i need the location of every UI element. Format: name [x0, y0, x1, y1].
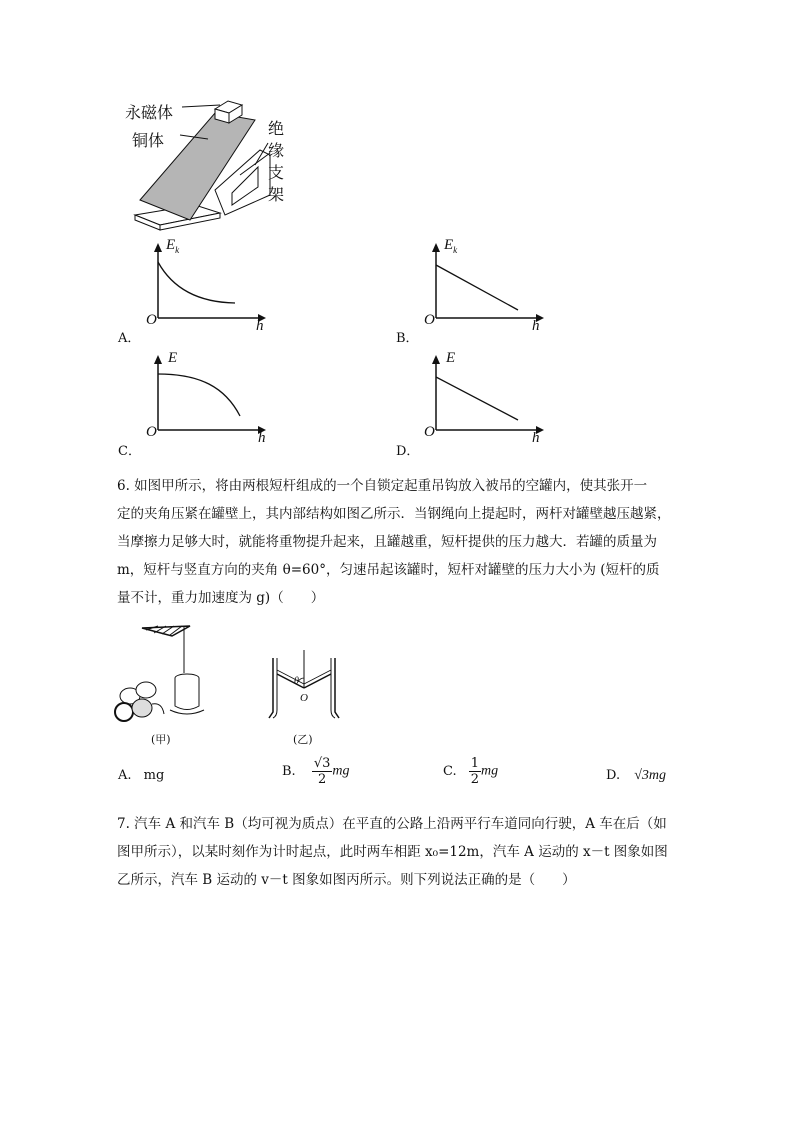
option-d-letter: D． — [396, 444, 420, 459]
q6-option-c-tail: mg — [481, 763, 499, 779]
caption-yi: (乙) — [293, 733, 313, 746]
q6-option-c-fraction — [469, 756, 481, 787]
option-a-letter: A． — [118, 331, 141, 346]
graph-c-y-label: E — [168, 350, 178, 366]
graph-b-y-label: $E_k$ — [444, 237, 458, 255]
q6-option-b-denominator: 2 — [317, 772, 327, 787]
support-label-char: 绝 — [268, 119, 285, 138]
graph-c-x-label: h — [258, 430, 266, 446]
graph-a-x-label: h — [256, 318, 264, 334]
hinge-origin: O — [300, 692, 308, 704]
q6-option-b — [282, 756, 350, 787]
caption-jia: (甲) — [151, 733, 171, 746]
q6-option-c-numerator: 1 — [470, 756, 480, 771]
support-label-char: 缘 — [268, 141, 285, 160]
q6-option-d-value: √3mg — [634, 768, 667, 783]
hook-figure-yi — [265, 650, 345, 722]
theta-symbol: θ — [294, 676, 299, 687]
q6-option-a — [118, 768, 164, 783]
question-6-line: m，短杆与竖直方向的夹角 θ=60°，匀速吊起该罐时，短杆对罐壁的压力大小为 (短杆的质 — [117, 562, 660, 578]
q6-option-c — [443, 756, 498, 787]
question-6-line: 6. 如图甲所示，将由两根短杆组成的一个自锁定起重吊钩放入被吊的空罐内，使其张开一 — [117, 478, 648, 494]
question-6-line: 量不计，重力加速度为 g)（ ） — [117, 590, 325, 606]
graph-d-x-label: h — [532, 430, 540, 446]
graph-b — [418, 240, 548, 335]
question-7-line: 图甲所示），以某时刻作为计时起点，此时两车相距 x₀=12m，汽车 A 运动的 x－t 图象如图 — [117, 844, 668, 860]
q6-option-c-denominator: 2 — [470, 772, 480, 787]
q6-option-b-numerator: √3 — [313, 756, 331, 771]
copper-label: 铜体 — [132, 131, 165, 150]
graph-c-origin: O — [146, 424, 157, 440]
question-7-line: 乙所示，汽车 B 运动的 v－t 图象如图丙所示。则下列说法正确的是（ ） — [117, 872, 576, 888]
question-7-text — [117, 810, 687, 894]
magnet-label: 永磁体 — [125, 103, 174, 122]
graph-d-origin: O — [424, 424, 435, 440]
support-label-char: 架 — [268, 185, 285, 204]
support-label-char: 支 — [268, 163, 285, 182]
graph-a — [140, 240, 270, 335]
graph-d — [418, 352, 548, 447]
q6-option-c-letter: C. — [443, 764, 457, 779]
option-b-letter: B． — [396, 331, 419, 346]
q6-option-a-letter: A. — [118, 768, 132, 783]
question-6-line: 定的夹角压紧在罐壁上，其内部结构如图乙所示．当钢绳向上提起时，两杆对罐壁越压越紧， — [117, 506, 671, 522]
q6-option-d-letter: D. — [606, 768, 621, 783]
q6-option-a-value: mg — [143, 768, 165, 783]
q6-option-b-tail: mg — [332, 763, 350, 779]
support-label — [268, 118, 288, 206]
q6-option-b-letter: B. — [282, 764, 296, 779]
q6-option-d — [606, 768, 666, 784]
question-7-line: 7. 汽车 A 和汽车 B（均可视为质点）在平直的公路上沿两平行车道同向行驶，A 车在后（如 — [117, 816, 667, 832]
crane-figure-jia — [112, 618, 222, 726]
option-c-letter: C． — [118, 444, 141, 459]
q6-option-b-fraction — [312, 756, 333, 787]
graph-c — [140, 352, 270, 447]
graph-d-y-label: E — [446, 350, 456, 366]
question-6-text — [117, 472, 687, 612]
graph-a-origin: O — [146, 312, 157, 328]
question-6-line: 当摩擦力足够大时，就能将重物提升起来，且罐越重，短杆提供的压力越大．若罐的质量为 — [117, 534, 657, 550]
graph-a-y-label: $E_k$ — [166, 237, 180, 255]
graph-b-x-label: h — [532, 318, 540, 334]
graph-b-origin: O — [424, 312, 435, 328]
